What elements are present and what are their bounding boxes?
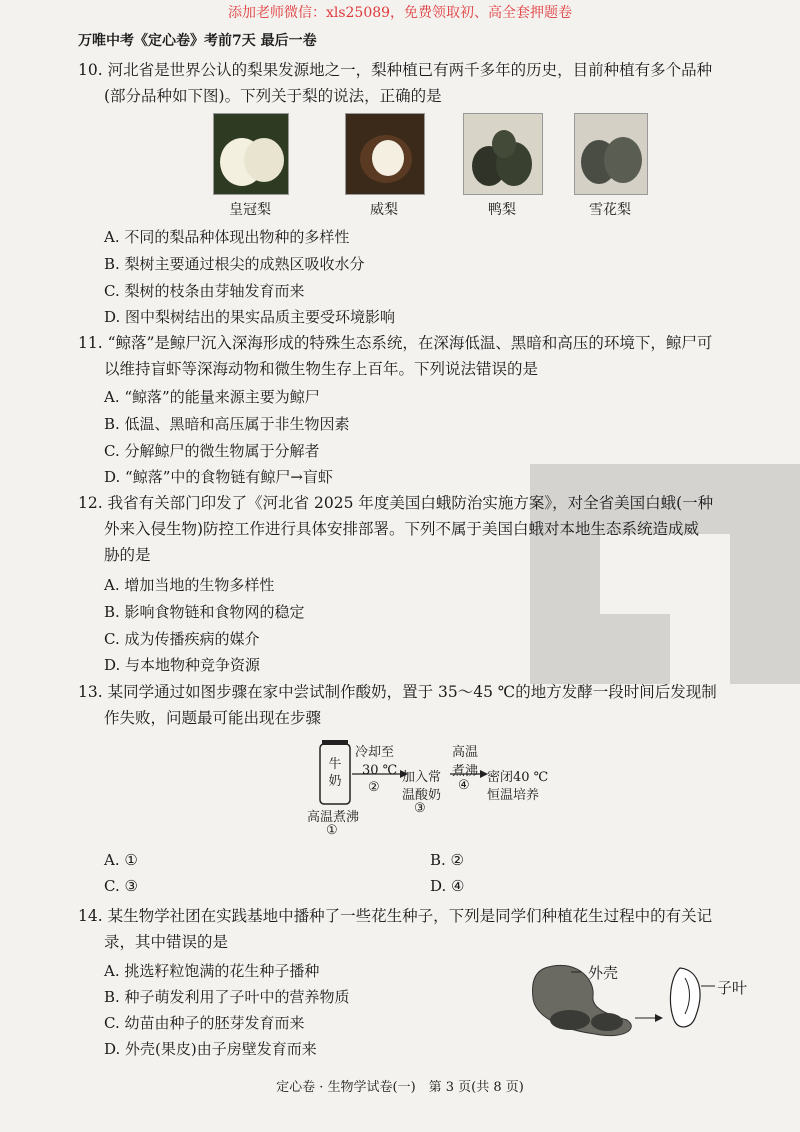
q13-line1: 13. 某同学通过如图步骤在家中尝试制作酸奶，置于 35～45 ℃的地方发酵一段时间后发现制: [78, 683, 717, 701]
q12-line2: 外来入侵生物)防控工作进行具体安排部署。下列不属于美国白蛾对本地生态系统造成威: [104, 520, 700, 538]
peanut-shell-label: 外壳: [588, 964, 619, 982]
q13-line2: 作失败，问题最可能出现在步骤: [104, 709, 322, 727]
q14-option-d: D. 外壳(果皮)由子房壁发育而来: [104, 1040, 317, 1058]
ad-banner: 添加老师微信：xls25089，免费领取初、高全套押题卷: [227, 5, 573, 21]
step4-top-label: 高温: [452, 745, 479, 760]
q12-option-a: A. 增加当地的生物多样性: [104, 576, 275, 594]
q10-line2: (部分品种如下图)。下列关于梨的说法，正确的是: [104, 87, 442, 105]
q11-line1: 11. “鲸落”是鲸尸沉入深海形成的特殊生态系统，在深海低温、黑暗和高压的环境下，鲸尸可: [78, 334, 713, 352]
pear-label-1: 皇冠梨: [229, 202, 271, 218]
q12-line1: 12. 我省有关部门印发了《河北省 2025 年度美国白蛾防治实施方案》，对全省美国白蛾(一种: [78, 494, 714, 512]
step3-label-a: 加入常: [402, 770, 442, 785]
q12-line3: 胁的是: [104, 546, 151, 564]
step4-number: ④: [458, 778, 470, 793]
q11-option-b: B. 低温、黑暗和高压属于非生物因素: [104, 415, 350, 433]
page-footer: 定心卷 · 生物学试卷(一) 第 3 页(共 8 页): [276, 1080, 524, 1095]
q13-option-b: B. ②: [430, 851, 465, 869]
q11-line2: 以维持盲虾等深海动物和微生物生存上百年。下列说法错误的是: [104, 360, 539, 378]
step5-label-a: 密闭40 ℃: [487, 770, 549, 785]
q11-option-a: A. “鲸落”的能量来源主要为鲸尸: [104, 388, 320, 406]
q10-option-d: D. 图中梨树结出的果实品质主要受环境影响: [104, 308, 396, 326]
step3-label-b: 温酸奶: [402, 788, 442, 803]
step5-label-b: 恒温培养: [487, 788, 540, 803]
q10-option-b: B. 梨树主要通过根尖的成熟区吸收水分: [104, 255, 365, 273]
step2-temp-label: 30 ℃: [362, 763, 398, 778]
q13-option-a: A. ①: [104, 851, 138, 869]
peanut-illustration: [515, 958, 730, 1038]
q10-line1: 10. 河北省是世界公认的梨果发源地之一，梨种植已有两千多年的历史，目前种植有多个品种: [78, 61, 713, 79]
milk-bottle-label: 牛奶: [328, 757, 342, 789]
q13-option-d: D. ④: [430, 877, 465, 895]
q12-option-b: B. 影响食物链和食物网的稳定: [104, 603, 305, 621]
pear-photo-ya: [463, 113, 543, 195]
step4-label: 煮沸: [452, 764, 479, 779]
q12-option-c: C. 成为传播疾病的媒介: [104, 630, 260, 648]
step1-number: ①: [326, 823, 338, 838]
q13-option-c: C. ③: [104, 877, 138, 895]
q10-option-c: C. 梨树的枝条由芽轴发育而来: [104, 282, 305, 300]
q12-option-d: D. 与本地物种竞争资源: [104, 656, 261, 674]
step2-top-label: 冷却至: [355, 745, 395, 760]
q14-option-b: B. 种子萌发利用了子叶中的营养物质: [104, 988, 350, 1006]
pear-photo-huangguan: [213, 113, 289, 195]
pear-photo-xuehua: [574, 113, 648, 195]
q14-option-a: A. 挑选籽粒饱满的花生种子播种: [104, 962, 320, 980]
step2-number: ②: [368, 780, 380, 795]
q14-option-c: C. 幼苗由种子的胚芽发育而来: [104, 1014, 305, 1032]
q10-option-a: A. 不同的梨品种体现出物种的多样性: [104, 228, 350, 246]
step3-number: ③: [414, 801, 426, 816]
pear-label-2: 威梨: [370, 202, 398, 218]
pear-label-4: 雪花梨: [589, 202, 631, 218]
q11-option-d: D. “鲸落”中的食物链有鲸尸→盲虾: [104, 468, 333, 486]
page-header: 万唯中考《定心卷》考前7天 最后一卷: [78, 33, 317, 49]
pear-label-3: 鸭梨: [488, 202, 516, 218]
q11-option-c: C. 分解鲸尸的微生物属于分解者: [104, 442, 320, 460]
peanut-cotyledon-label: 子叶: [717, 979, 748, 997]
q14-line2: 录，其中错误的是: [104, 933, 229, 951]
q14-line1: 14. 某生物学社团在实践基地中播种了一些花生种子，下列是同学们种植花生过程中的有关记: [78, 907, 713, 925]
step1-label: 高温煮沸: [307, 810, 360, 825]
pear-photo-wei: [345, 113, 425, 195]
